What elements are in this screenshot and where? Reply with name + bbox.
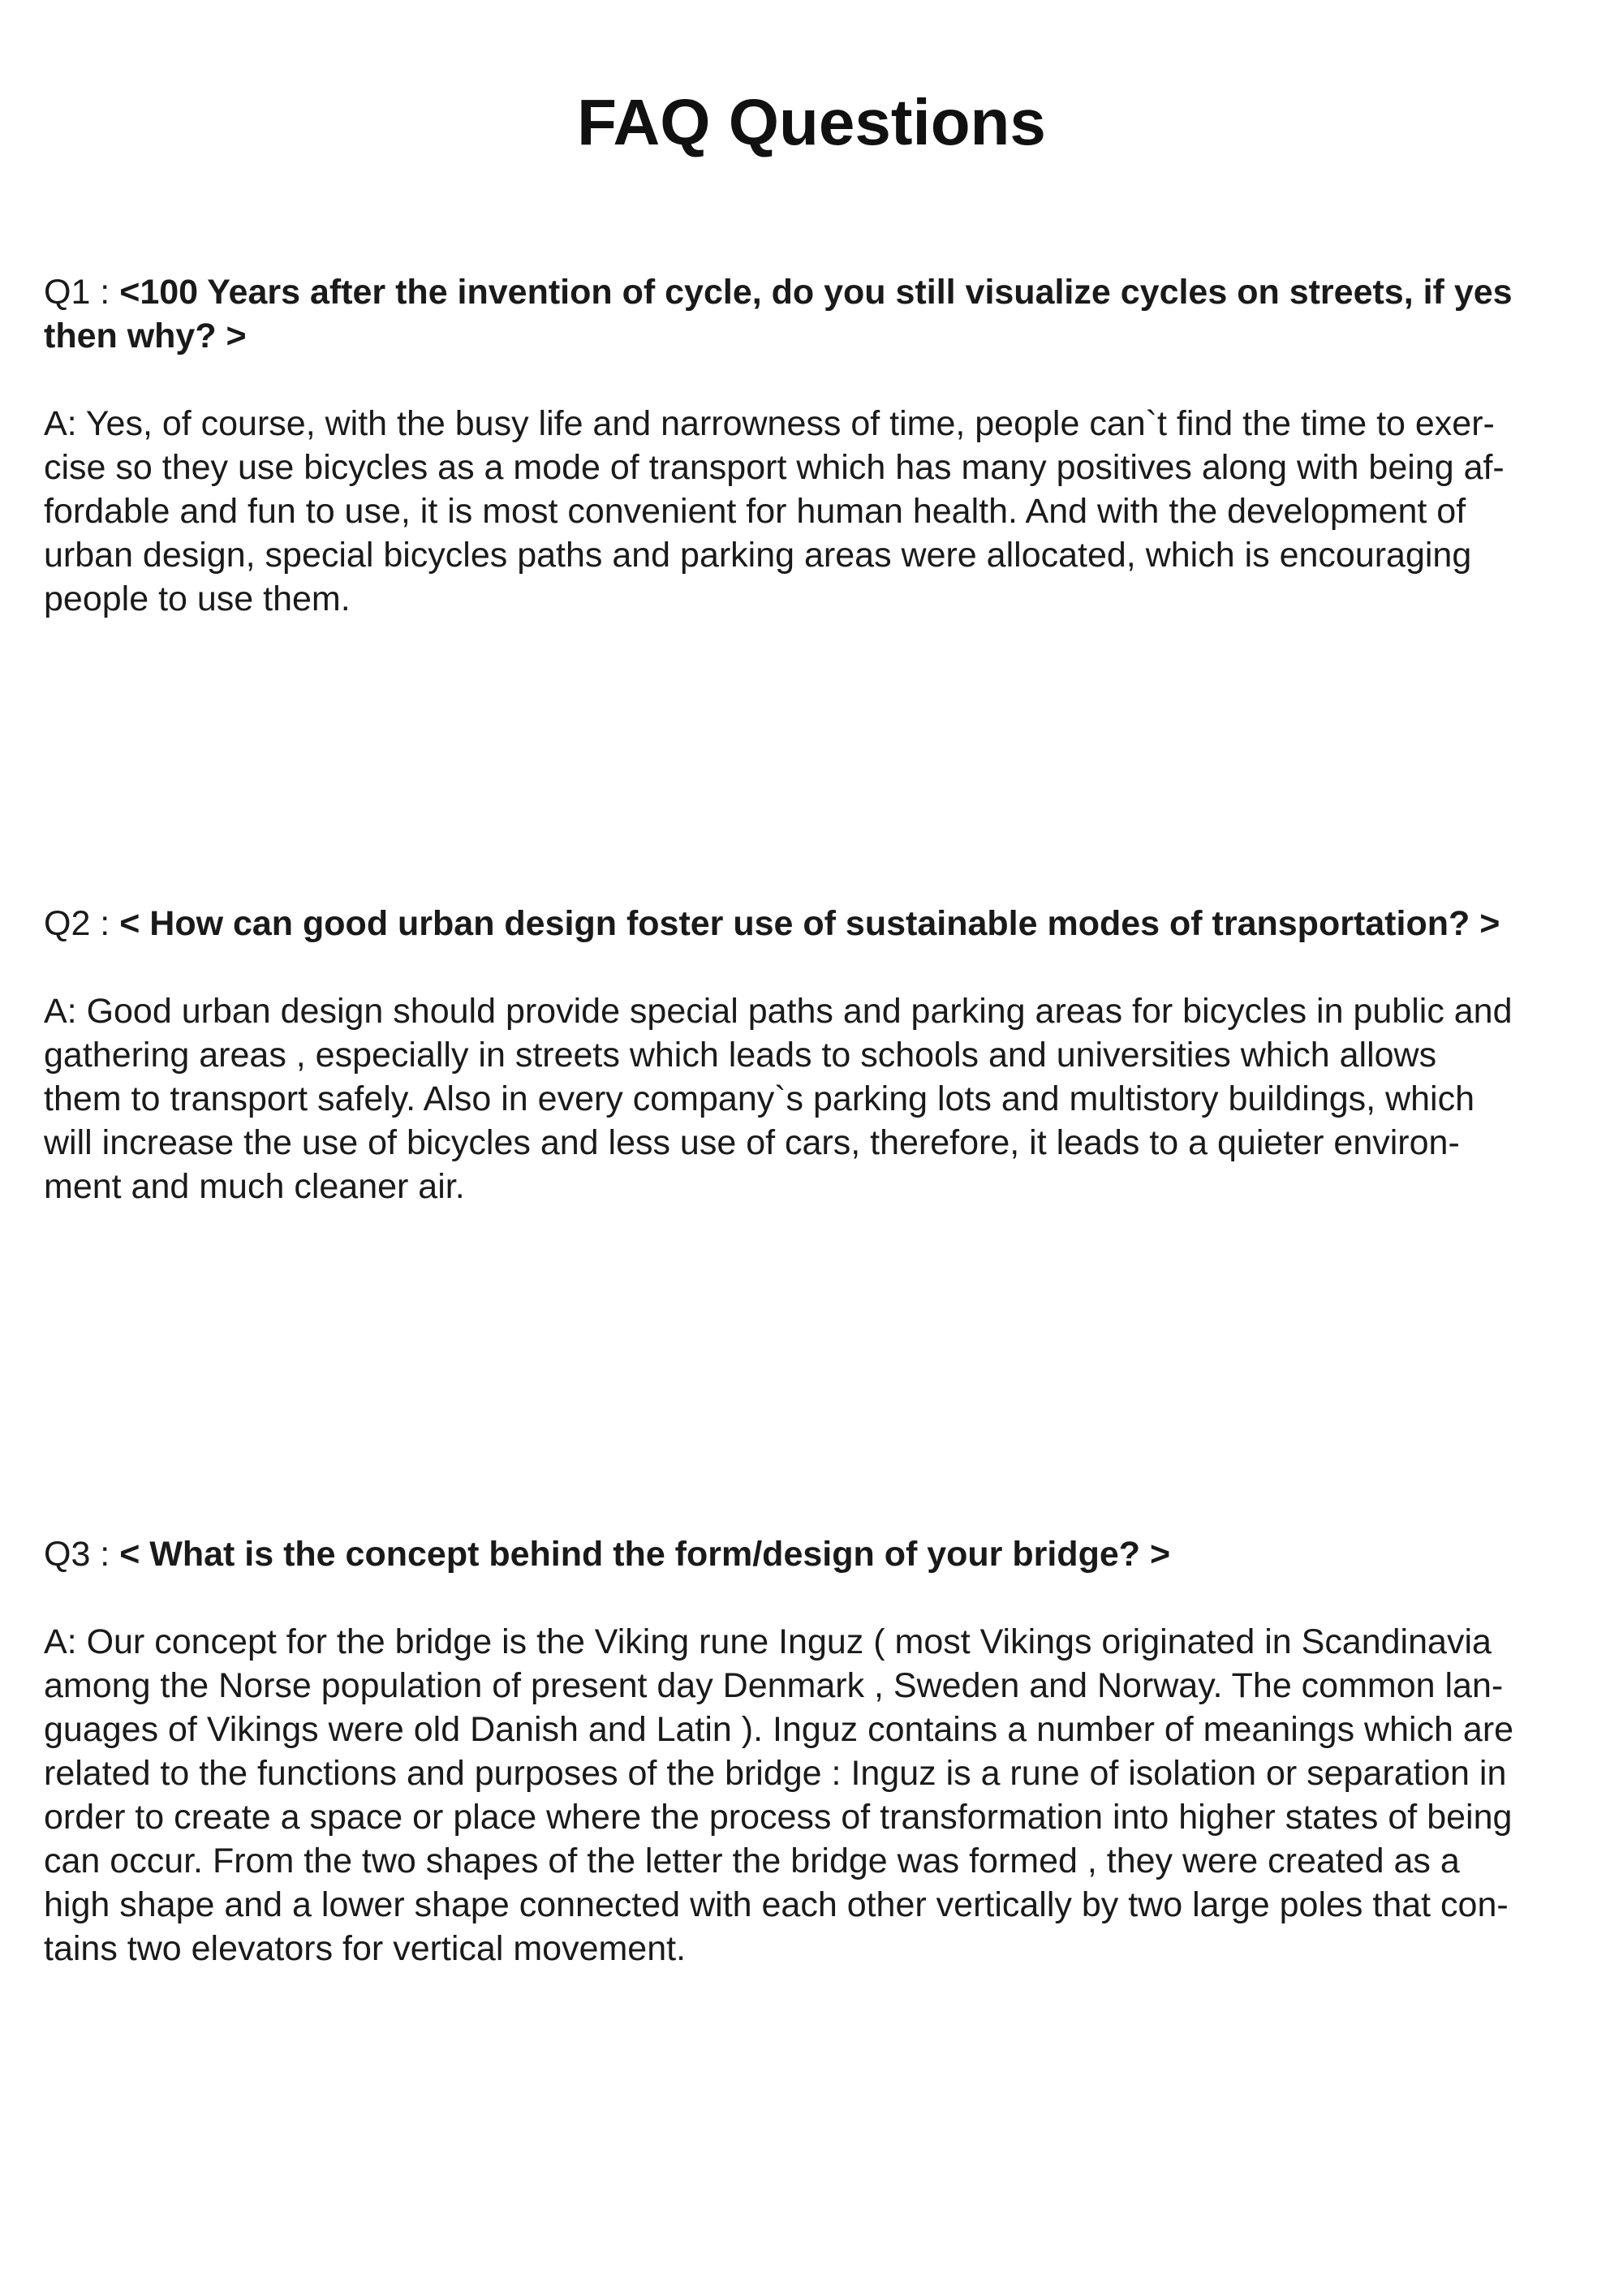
faq-item <box>44 1532 1586 1971</box>
answer-line: A: Our concept for the bridge is the Viking rune Inguz ( most Vikings originated in Scandinavia <box>44 1622 1492 1661</box>
answer-line: related to the functions and purposes of the bridge : Inguz is a rune of isolation or separation in <box>44 1754 1507 1793</box>
answer-line: tains two elevators for vertical movement. <box>44 1929 687 1968</box>
answer-line: high shape and a lower shape connected with each other vertically by two large poles that con- <box>44 1885 1509 1924</box>
answer-line: them to transport safely. Also in every company`s parking lots and multistory buildings, which <box>44 1079 1474 1118</box>
answer-line: A: Good urban design should provide special paths and parking areas for bicycles in public and <box>44 992 1513 1031</box>
answer-line: can occur. From the two shapes of the letter the bridge was formed , they were created as a <box>44 1842 1460 1880</box>
answer-line: people to use them. <box>44 579 351 618</box>
question-label: Q3 : <box>44 1535 120 1574</box>
answer-line: among the Norse population of present day Denmark , Sweden and Norway. The common lan- <box>44 1666 1504 1705</box>
answer-line: order to create a space or place where the process of transformation into higher states of being <box>44 1798 1513 1837</box>
faq-answer <box>44 402 1586 621</box>
answer-line: ment and much cleaner air. <box>44 1167 465 1206</box>
faq-question <box>44 270 1586 358</box>
answer-line: A: Yes, of course, with the busy life and narrowness of time, people can`t find the time to exer- <box>44 404 1495 443</box>
answer-line: cise so they use bicycles as a mode of transport which has many positives along with being af- <box>44 448 1505 487</box>
question-text: < What is the concept behind the form/design of your bridge? > <box>119 1535 1171 1574</box>
faq-question <box>44 1532 1586 1576</box>
question-label: Q1 : <box>44 273 120 312</box>
faq-answer <box>44 989 1586 1208</box>
faq-answer <box>44 1620 1586 1971</box>
question-label: Q2 : <box>44 904 120 943</box>
answer-line: guages of Vikings were old Danish and Latin ). Inguz contains a number of meanings which are <box>44 1710 1514 1749</box>
answer-line: fordable and fun to use, it is most convenient for human health. And with the development of <box>44 492 1466 531</box>
faq-item <box>44 902 1586 1208</box>
faq-item <box>44 270 1586 621</box>
answer-line: will increase the use of bicycles and less use of cars, therefore, it leads to a quieter environ- <box>44 1123 1460 1162</box>
answer-line: gathering areas , especially in streets which leads to schools and universities which allows <box>44 1036 1437 1075</box>
question-text: <100 Years after the invention of cycle, do you still visualize cycles on streets, if yes then why? > <box>44 273 1513 355</box>
answer-line: urban design, special bicycles paths and parking areas were allocated, which is encouraging <box>44 536 1472 575</box>
page-title: FAQ Questions <box>577 86 1046 158</box>
question-text: < How can good urban design foster use of sustainable modes of transportation? > <box>119 904 1500 943</box>
faq-question <box>44 902 1586 946</box>
